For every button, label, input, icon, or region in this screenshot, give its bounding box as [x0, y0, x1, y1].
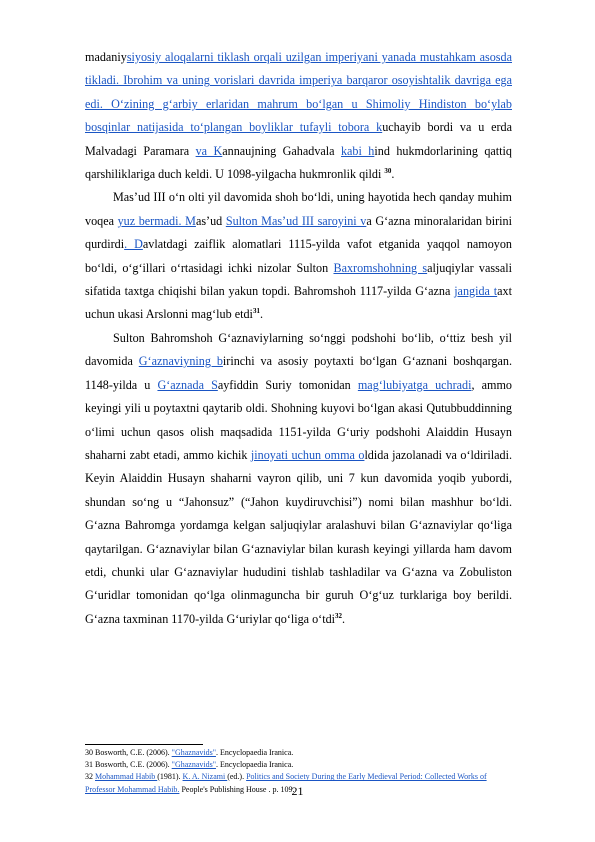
- text-run: annaujning Gahadvala: [222, 143, 341, 158]
- main-text: [85, 46, 512, 631]
- hyperlink[interactable]: Baxromshohning s: [333, 260, 428, 275]
- hyperlink[interactable]: Politics and Society During the Early Medieval Period: Collected Works of Professor Mohammad Habib.: [85, 772, 487, 794]
- hyperlink[interactable]: . D: [124, 237, 143, 252]
- text-run: .: [391, 167, 395, 182]
- footnote: [85, 759, 512, 771]
- text-run: ayfiddin Suriy tomonidan: [217, 377, 358, 392]
- page-number: 21: [291, 784, 304, 798]
- text-run: ldida jazolanadi va o‘ldiriladi. Keyin Alaiddin Husayn shaharni vayron qilib, uni 7 kun davomida yoqib yubordi, shundan so‘ng u “Jahonsuz” (“Jahon kuydiruvchisi”) nomi bilan mashhur bo‘ldi. G‘azna Bahromga yordamga kelgan saljuqiylar aralashuvi bilan G‘aznaviylar qo‘liga qaytarilgan. G‘aznaviylar bilan G‘aznaviylar bilan kurash keyingi yillarda ham davom etdi, chunki ular G‘aznaviylar hududini tishlab tashladilar va G‘azna va Zobuliston G‘uridlar tomonidan qo‘lga olinmaguncha bir guruh O‘g‘uz turklariga boy berildi. G‘azna taxminan 1170-yilda G‘uriylar qo‘liga o‘tdi: [85, 447, 512, 626]
- text-run: avlatdagi zaiflik alomatlari 1115-yilda vafot etganida yaqqol namoyon bo‘ldi, o‘g‘illari o‘rtasidagi ichki nizolar Sulton: [85, 237, 512, 275]
- hyperlink[interactable]: "Ghaznavids": [171, 748, 216, 757]
- text-run: uchayib bordi va u erda Malvadagi Paramara: [85, 120, 512, 158]
- text-run: . Encyclopaedia Iranica.: [215, 760, 294, 770]
- hyperlink[interactable]: Mohammad Habib: [95, 772, 158, 782]
- text-run: 31 Bosworth, C.E. (2006).: [85, 760, 172, 770]
- text-run: .: [259, 307, 263, 322]
- hyperlink[interactable]: Sulton Mas’ud III saroyini v: [225, 213, 367, 228]
- hyperlink[interactable]: va K: [195, 143, 223, 158]
- text-run: 30 Bosworth, C.E. (2006).: [85, 748, 172, 757]
- hyperlink[interactable]: mag‘lubiyatga uchradi: [357, 377, 472, 392]
- text-run: as’ud: [195, 213, 226, 228]
- footnote-reference: 32: [335, 611, 343, 620]
- paragraph: [85, 327, 512, 631]
- text-run: .: [342, 611, 346, 626]
- text-run: 32: [85, 772, 95, 782]
- hyperlink[interactable]: yuz bermadi. M: [117, 213, 196, 228]
- hyperlink[interactable]: G‘aznaviyning b: [138, 354, 223, 369]
- hyperlink[interactable]: "Ghaznavids": [171, 760, 216, 770]
- footnote-reference: 31: [252, 307, 260, 316]
- footnote: [85, 747, 512, 759]
- text-run: (1981).: [157, 772, 183, 782]
- hyperlink[interactable]: siyosiy aloqalarni tiklash orqali uzilgan imperiyani yanada mustahkam asosda tikladi. Ibrohim va uning vorislari davrida imperiya barqaror osoyishtalik davriga ega edi. O‘zining g‘arbiy erlaridan mahrum bo‘lgan u Shimoliy Hindiston bo‘ylab bosqinlar natijasida to‘plangan boyliklar tufayli tobora k: [85, 50, 512, 135]
- text-run: Mas’ud III o‘n olti yil davomida shoh bo‘ldi, uning hayotida hech qanday muhim voqea: [85, 190, 512, 228]
- text-run: Sulton Bahromshoh G‘aznaviylarning so‘nggi podshohi bo‘lib, o‘ttiz besh yil davomida: [85, 330, 512, 369]
- text-run: People's Publishing House . p. 109.: [179, 784, 295, 794]
- footnote-separator: [85, 744, 203, 745]
- hyperlink[interactable]: kabi h: [340, 143, 375, 158]
- hyperlink[interactable]: jangida t: [454, 284, 498, 299]
- text-run: . Encyclopaedia Iranica.: [215, 748, 294, 757]
- paragraph: [85, 186, 512, 326]
- text-run: madaniy: [85, 50, 127, 64]
- text-run: aljuqiylar vassali sifatida taxtga chiqishi bilan yakun topdi. Bahromshoh 1117-yilda G‘azna: [85, 260, 512, 299]
- text-run: ind hukmdorlarining qattiq qarshiliklariga duch keldi. U 1098-yilgacha hukmronlik qildi: [85, 143, 512, 182]
- text-run: axt uchun ukasi Arslonni mag‘lub etdi: [85, 284, 512, 322]
- hyperlink[interactable]: G‘aznada S: [157, 377, 218, 392]
- text-run: a G‘azna minoralaridan birini qurdirdi: [85, 213, 512, 252]
- text-run: (ed.).: [227, 772, 247, 782]
- hyperlink[interactable]: K. A. Nizami: [182, 772, 228, 782]
- footnote-reference: 30: [384, 166, 392, 175]
- text-run: irinchi va asosiy poytaxti bo‘lgan G‘aznani boshqargan. 1148-yilda u: [85, 354, 512, 392]
- hyperlink[interactable]: jinoyati uchun omma o: [250, 447, 365, 462]
- paragraph: [85, 46, 512, 186]
- text-run: , ammo keyingi yili u poytaxtni qaytarib oldi. Shohning kuyovi bo‘lgan akasi Qutubbuddinning o‘limi uchun qasos olish maqsadida 1151-yilda G‘uriy podshohi Alaiddin Husayn shaharni zabt etadi, ammo kichik: [85, 377, 512, 462]
